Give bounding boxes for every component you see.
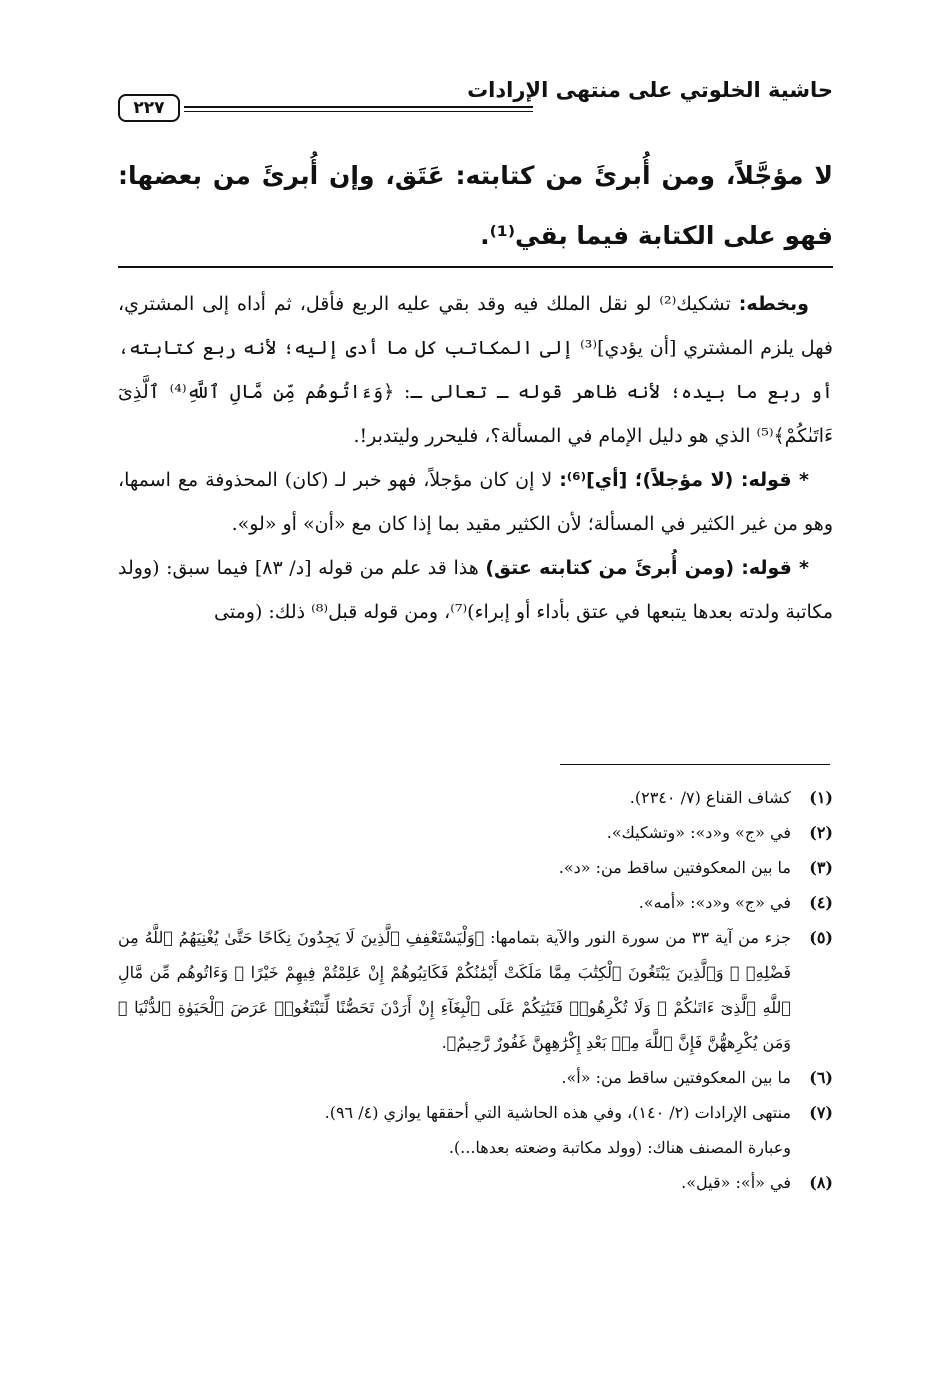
footnote-text: في «ج» و«د»: «وتشكيك». <box>606 823 791 842</box>
footnote <box>118 1060 833 1095</box>
footnote-number: (٦) <box>809 1068 833 1087</box>
footnote <box>118 780 833 815</box>
running-title: حاشية الخلوتي على منتهى الإرادات <box>467 78 833 102</box>
footnote <box>118 885 833 920</box>
commentary <box>118 282 833 634</box>
footnote-number: (٧) <box>809 1103 833 1122</box>
footnote <box>118 920 833 1060</box>
commentary-paragraph <box>118 546 833 634</box>
paragraph-lead: وبخطه: <box>738 293 809 315</box>
footnote-text: ما بين المعكوفتين ساقط من: «أ». <box>561 1068 791 1087</box>
commentary-paragraph <box>118 282 833 458</box>
main-text-divider <box>118 266 833 268</box>
footnote <box>118 1130 833 1165</box>
footnote <box>118 1165 833 1200</box>
paragraph-text: هذا قد علم من قوله [د/ ٨٣] فيما سبق: (وولد مكاتبة ولدته بعدها يتبعها في عتق بأداء أو إبراء)⁽⁷⁾، ومن قوله قبل⁽⁸⁾ ذلك: (ومتى <box>118 557 833 623</box>
footnote-number: (٣) <box>809 858 833 877</box>
footnote-text: في «ج» و«د»: «أمه». <box>638 893 791 912</box>
header-rule-thin <box>184 111 533 112</box>
header-rule <box>184 106 533 108</box>
footnote-number: (٨) <box>809 1173 833 1192</box>
footnote-number: (٥) <box>809 928 833 947</box>
paragraph-text: تشكيك⁽²⁾ لو نقل الملك فيه وقد بقي عليه الربع فأقل، ثم أداه إلى المشتري، فهل يلزم المشتري [أن يؤدي]⁽³⁾ إلى المكاتب كل ما أدى إليه؛ لأنه ربع كتابته، أو ربع ما بيده؛ لأنه ظاهر قوله ـ تعالى ـ: ﴿وَءَاتُوهُم مِّن مَّالِ ٱللَّهِ⁽⁴⁾ ٱلَّذِىٓ ءَاتَىٰكُمْ﴾⁽⁵⁾ الذي هو دليل الإمام في المسألة؟، فليحرر وليتدبر!. <box>118 293 833 447</box>
page-header <box>118 72 833 118</box>
footnotes <box>118 780 833 1200</box>
footnote-number: (١) <box>809 788 833 807</box>
footnote-text: في «أ»: «قيل». <box>681 1173 791 1192</box>
footnote-number: (٤) <box>809 893 833 912</box>
commentary-paragraph <box>118 458 833 546</box>
page-number: ٢٢٧ <box>118 94 180 122</box>
main-text: لا مؤجَّلاً، ومن أُبرئَ من كتابته: عَتَق، وإن أُبرئَ من بعضها: فهو على الكتابة فيما بقي⁽¹⁾. <box>118 161 833 250</box>
footnote-text: ما بين المعكوفتين ساقط من: «د». <box>558 858 791 877</box>
footnote-number: (٢) <box>809 823 833 842</box>
footnote <box>118 1095 833 1130</box>
footnote-text: جزء من آية ٣٣ من سورة النور والآية بتمامها: ﴿وَلْيَسْتَعْفِفِ ٱلَّذِينَ لَا يَجِدُونَ نِكَاحًا حَتَّىٰ يُغْنِيَهُمُ ٱللَّهُ مِن فَضْلِهِۦ ۗ وَٱلَّذِينَ يَبْتَغُونَ ٱلْكِتَٰبَ مِمَّا مَلَكَتْ أَيْمَٰنُكُمْ فَكَاتِبُوهُمْ إِنْ عَلِمْتُمْ فِيهِمْ خَيْرًا ۖ وَءَاتُوهُم مِّن مَّالِ ٱللَّهِ ٱلَّذِىٓ ءَاتَىٰكُمْ ۚ وَلَا تُكْرِهُوا۟ فَتَيَٰتِكُمْ عَلَى ٱلْبِغَآءِ إِنْ أَرَدْنَ تَحَصُّنًا لِّتَبْتَغُوا۟ عَرَضَ ٱلْحَيَوٰةِ ٱلدُّنْيَا ۚ وَمَن يُكْرِههُّنَّ فَإِنَّ ٱللَّهَ مِنۢ بَعْدِ إِكْرَٰهِهِنَّ غَفُورٌ رَّحِيمٌ﴾. <box>118 928 791 1052</box>
footnote <box>118 815 833 850</box>
paragraph-text: لا إن كان مؤجلاً، فهو خبر لـ (كان) المحذوفة مع اسمها، وهو من غير الكثير في المسألة؛ لأن الكثير مقيد بما إذا كان مع «أن» أو «لو». <box>118 469 833 535</box>
footnote <box>118 850 833 885</box>
footnote-divider <box>560 764 830 765</box>
footnote-text: كشاف القناع (٧/ ٢٣٤٠). <box>629 788 791 807</box>
paragraph-lead: * قوله: (لا مؤجلاً)؛ [أي]⁽⁶⁾: <box>559 469 809 491</box>
paragraph-lead: * قوله: (ومن أُبرئَ من كتابته عتق) <box>485 557 809 579</box>
footnote-text: منتهى الإرادات (٢/ ١٤٠)، وفي هذه الحاشية التي أحققها يوازي (٤/ ٩٦). <box>324 1103 791 1122</box>
footnote-text: وعبارة المصنف هناك: (وولد مكاتبة وضعته بعدها...). <box>448 1138 791 1157</box>
